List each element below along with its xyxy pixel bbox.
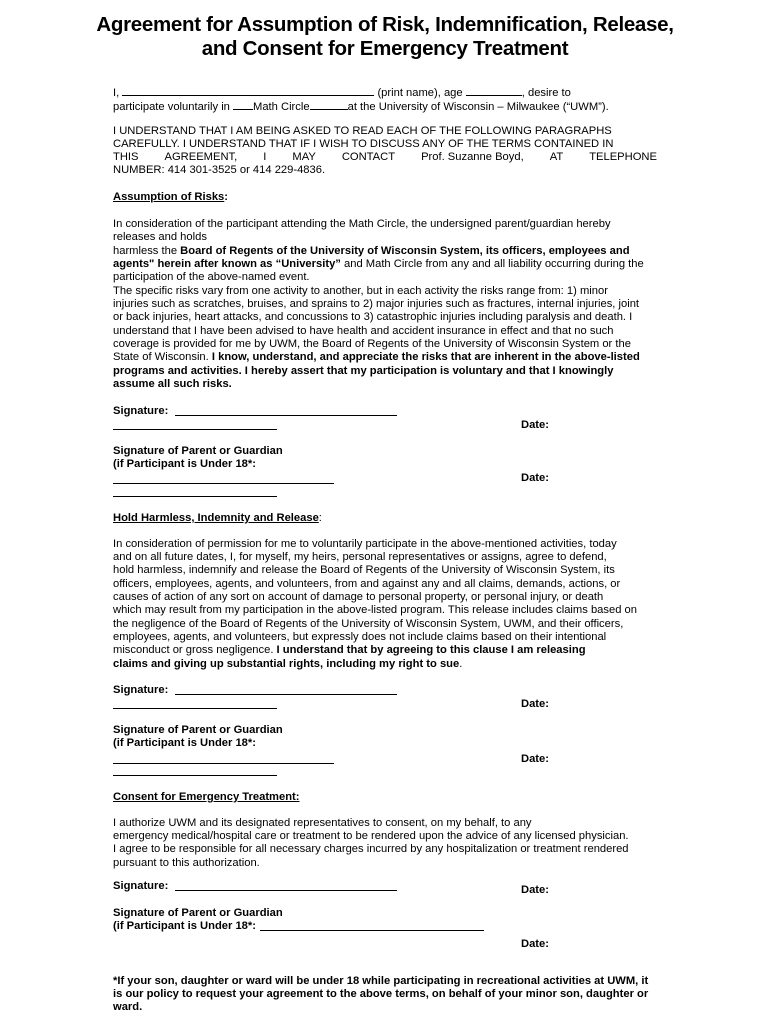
harmless-line-7: the negligence of the Board of Regents of the University of Wisconsin System, UWM, and their officers,: [113, 618, 624, 630]
signature-label: Signature:: [113, 684, 169, 696]
emergency-line-3: I agree to be responsible for all necessary charges incurred by any hospitalization or treatment rendered: [113, 843, 629, 855]
document-title-line-2: and Consent for Emergency Treatment: [201, 37, 569, 60]
understand-line-3: [113, 151, 657, 164]
footer-note-line-2: is our policy to request your agreement to the above terms, on behalf of your minor son, daughter or: [113, 988, 649, 1000]
date-label: Date:: [521, 698, 549, 710]
harmless-bold-text: I understand that by agreeing to this clause I am releasing: [276, 644, 586, 656]
risks-p2-line-8: assume all such risks.: [113, 378, 232, 390]
risks-text: harmless the: [113, 245, 181, 257]
parent-signature-line[interactable]: [260, 930, 484, 931]
understand-line-1: I UNDERSTAND THAT I AM BEING ASKED TO READ EACH OF THE FOLLOWING PARAGRAPHS: [113, 125, 612, 137]
understand-word: I: [263, 151, 267, 163]
desire-to-text: , desire to: [521, 87, 571, 99]
harmless-text: misconduct or gross negligence.: [113, 644, 277, 656]
print-name-label: (print name), age: [377, 87, 463, 99]
date-label: Date:: [521, 938, 549, 950]
footer-note-line-1: *If your son, daughter or ward will be under 18 while participating in recreational activities at UWM, it: [113, 975, 649, 987]
emergency-line-4: pursuant to this authorization.: [113, 857, 260, 869]
risks-p1-line-1: In consideration of the participant attending the Math Circle, the undersigned parent/guardian hereby: [113, 218, 611, 230]
risks-p2-line-5: coverage is provided for me by UWM, the Board of Regents of the University of Wisconsin System or the: [113, 338, 631, 350]
risks-heading-colon: :: [224, 191, 229, 203]
emergency-line-1: I authorize UWM and its designated representatives to consent, on my behalf, to any: [113, 817, 532, 829]
risks-p2-line-3: or back injuries, heart attacks, and concussions to 3) catastrophic injuries including paralysis and death. I: [113, 311, 633, 323]
risks-text: and Math Circle from any and all liability occurring during the: [340, 258, 644, 270]
risks-p2-line-6: [113, 351, 640, 364]
parent-signature-line[interactable]: [113, 483, 334, 484]
signature-label: Signature:: [113, 405, 169, 417]
date-label: Date:: [521, 884, 549, 896]
understand-line-2: CAREFULLY. I UNDERSTAND THAT IF I WISH TO DISCUSS ANY OF THE TERMS CONTAINED IN: [113, 138, 614, 150]
harmless-bold-text: claims and giving up substantial rights, including my right to sue: [113, 658, 460, 670]
understand-word: TELEPHONE: [589, 151, 657, 163]
risks-p2-line-2: injuries such as scratches, bruises, and sprains to 2) major injuries such as fractures, internal injuries, joint: [113, 298, 640, 310]
age-field[interactable]: [466, 85, 522, 96]
parent-signature-label: Signature of Parent or Guardian: [113, 445, 283, 457]
date-label: Date:: [521, 472, 549, 484]
print-name-field[interactable]: [122, 85, 374, 96]
harmless-line-10: [113, 658, 462, 671]
emergency-line-2: emergency medical/hospital care or treatment to be rendered upon the advice of any licensed physician.: [113, 830, 629, 842]
risks-p2-line-7: programs and activities. I hereby assert that my participation is voluntary and that I knowingly: [113, 365, 614, 377]
participant-signature-line[interactable]: [175, 415, 397, 416]
harmless-line-9: [113, 644, 586, 657]
understand-word: CONTACT: [341, 151, 396, 163]
harmless-line-5: causes of action of any sort on account of damage to personal property, or personal injury, or death: [113, 591, 604, 603]
program-blank-after: [310, 99, 348, 110]
date-label: Date:: [521, 753, 549, 765]
risks-bold-text: I know, understand, and appreciate the risks that are inherent in the above-listed: [211, 351, 640, 363]
intro-line-2: [113, 99, 609, 114]
participant-signature-line[interactable]: [175, 694, 397, 695]
understand-word: AGREEMENT,: [164, 151, 238, 163]
parent-signature-line-cont[interactable]: [113, 775, 277, 776]
parent-under-18-label: (if Participant is Under 18*:: [113, 920, 256, 932]
university-text: at the University of Wisconsin – Milwaukee (“UWM”).: [347, 101, 609, 113]
risks-bold-text: agents" herein after known as “University”: [113, 258, 341, 270]
parent-under-18-label: (if Participant is Under 18*:: [113, 458, 256, 470]
participant-signature-line[interactable]: [175, 890, 397, 891]
risks-heading: [113, 191, 228, 204]
participant-signature-line-cont[interactable]: [113, 708, 277, 709]
intro-i: I,: [113, 87, 120, 99]
harmless-line-4: officers, employees, agents, and volunteers, from and against any and all claims, demands, actions, or: [113, 578, 621, 590]
parent-signature-line[interactable]: [113, 763, 334, 764]
parent-signature-line-cont[interactable]: [113, 496, 277, 497]
harmless-heading: [113, 512, 322, 525]
document-title-line-1: Agreement for Assumption of Risk, Indemnification, Release,: [96, 13, 674, 36]
understand-line-4: NUMBER: 414 301-3525 or 414 229-4836.: [113, 164, 326, 176]
understand-word: THIS: [113, 151, 139, 163]
risks-bold-text: Board of Regents of the University of Wisconsin System, its officers, employees and: [180, 245, 630, 257]
harmless-heading-colon: :: [318, 512, 322, 524]
signature-label: Signature:: [113, 880, 169, 892]
harmless-line-2: and on all future dates, I, for myself, my heirs, personal representatives or assigns, agree to defend,: [113, 551, 607, 563]
risks-heading-text: Assumption of Risks: [113, 191, 225, 203]
date-label: Date:: [521, 419, 549, 431]
participant-signature-line-cont[interactable]: [113, 429, 277, 430]
intro-line-1: [113, 85, 571, 100]
risks-p1-line-4: [113, 258, 644, 271]
program-name: Math Circle: [253, 101, 310, 113]
harmless-line-1: In consideration of permission for me to voluntarily participate in the above-mentioned activities, today: [113, 538, 617, 550]
parent-signature-label: Signature of Parent or Guardian: [113, 724, 283, 736]
harmless-text: .: [459, 658, 463, 670]
risks-p2-line-4: understand that I have been advised to have health and accident insurance in effect and that no such: [113, 325, 614, 337]
risks-p2-line-1: The specific risks vary from one activity to another, but in each activity the risks range from: 1) minor: [113, 285, 608, 297]
understand-word: MAY: [292, 151, 316, 163]
program-blank-before: [233, 99, 253, 110]
risks-p1-line-2: releases and holds: [113, 231, 207, 243]
harmless-line-8: employees, agents, and volunteers, but expressly does not include claims based on their intentional: [113, 631, 607, 643]
participate-text: participate voluntarily in: [113, 101, 230, 113]
parent-under-18-label: (if Participant is Under 18*:: [113, 737, 256, 749]
harmless-line-3: hold harmless, indemnify and release the Board of Regents of the University of Wisconsin System, its: [113, 564, 615, 576]
harmless-line-6: which may result from my participation in the above-listed program. This release includes claims based on: [113, 604, 637, 616]
risks-text: State of Wisconsin.: [113, 351, 212, 363]
risks-p1-line-3: [113, 245, 630, 258]
emergency-heading: Consent for Emergency Treatment:: [113, 791, 300, 803]
understand-word: AT: [549, 151, 564, 163]
harmless-heading-text: Hold Harmless, Indemnity and Release: [113, 512, 319, 524]
contact-name: Prof. Suzanne Boyd,: [421, 151, 524, 163]
parent-signature-label: Signature of Parent or Guardian: [113, 907, 283, 919]
footer-note-line-3: ward.: [113, 1001, 143, 1013]
risks-p1-line-5: participation of the above-named event.: [113, 271, 310, 283]
